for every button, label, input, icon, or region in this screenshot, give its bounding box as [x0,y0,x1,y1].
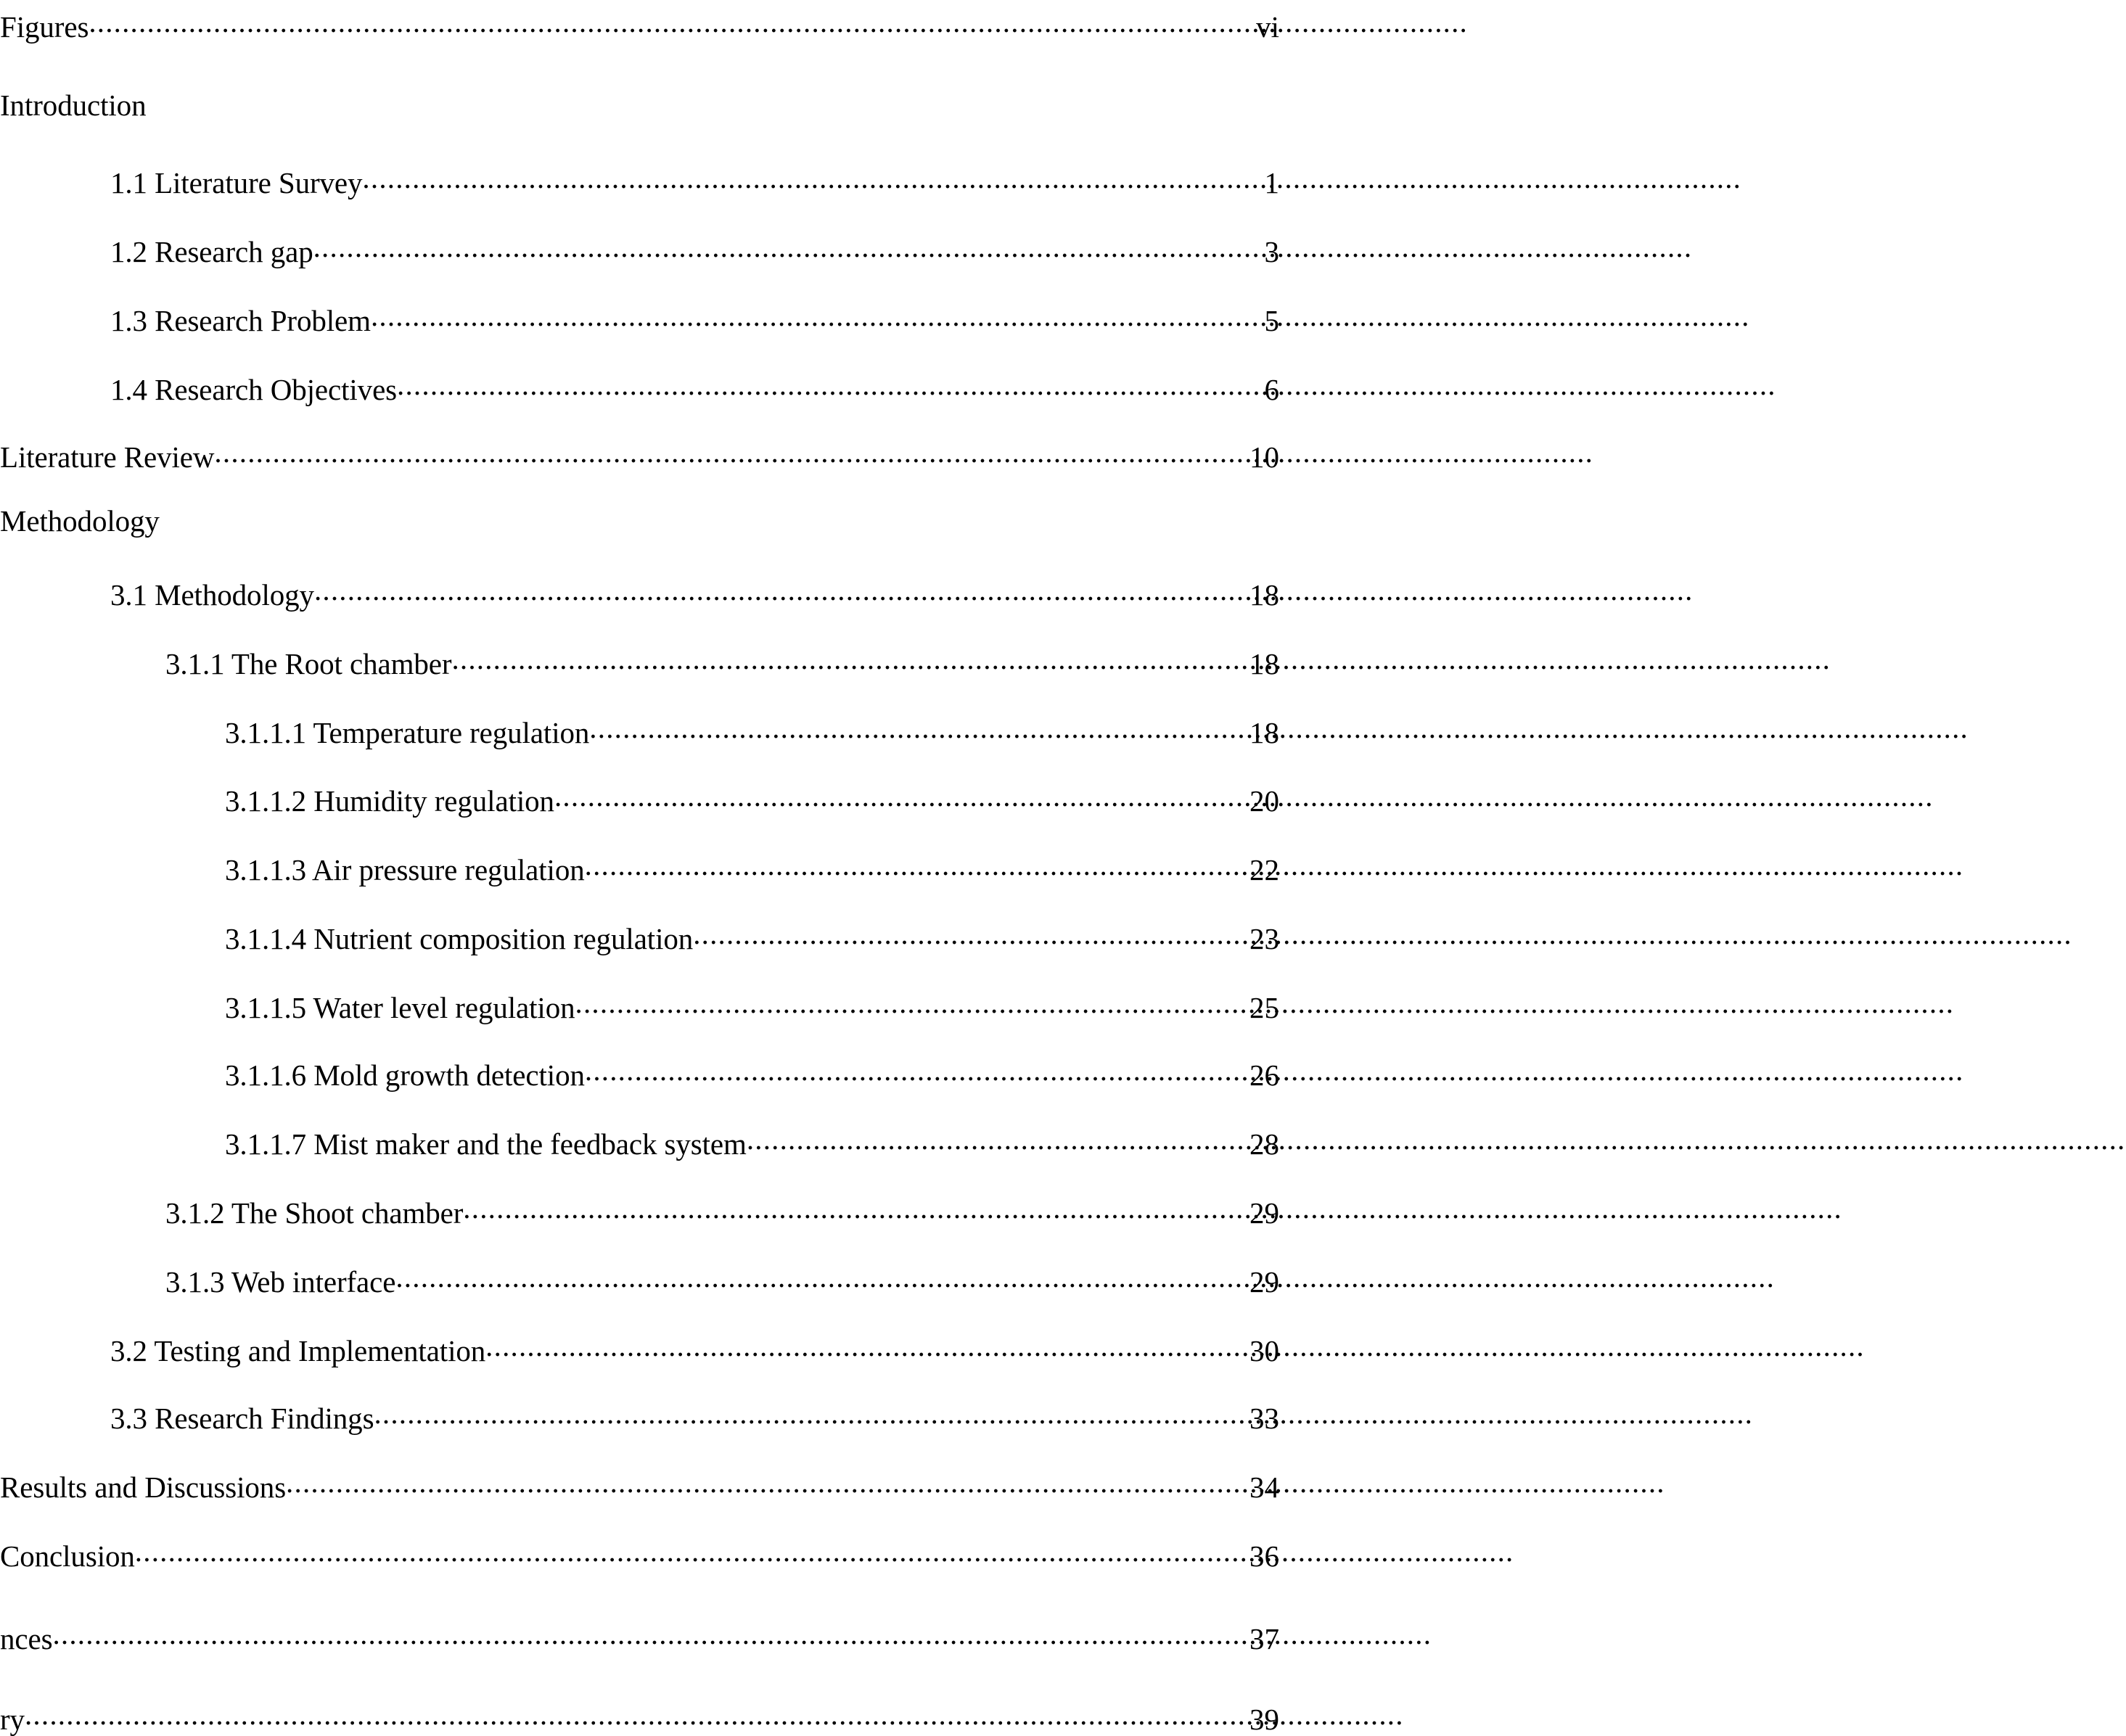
toc-page-number: 20 [1249,784,1279,818]
toc-dot-leader [135,1537,1249,1566]
toc-dot-leader [374,1399,1249,1428]
toc-entry-title: Introduction [0,89,147,122]
toc-entry[interactable] [0,506,1279,536]
toc-dot-leader [397,370,1264,400]
toc-page-number: 18 [1249,578,1279,612]
toc-entry-title: 3.1.1.1 Temperature regulation [225,716,590,749]
toc-entry[interactable] [0,1619,1279,1654]
toc-entry[interactable] [225,781,1279,816]
toc-entry-title: Literature Review [0,440,215,474]
toc-entry-title: nces [0,1622,53,1655]
toc-entry-title: 1.4 Research Objectives [110,373,398,406]
toc-dot-leader [395,1262,1249,1292]
toc-dot-leader [693,919,1249,949]
toc-page-number: 33 [1249,1402,1279,1435]
toc-dot-leader [286,1468,1249,1497]
toc-page-number: 22 [1249,853,1279,886]
toc-page-number: 29 [1249,1196,1279,1230]
toc-page-number: 18 [1249,716,1279,749]
toc-entry-title: 3.1.1.4 Nutrient composition regulation [225,922,694,955]
toc-entry-title: 3.1.1.5 Water level regulation [225,991,575,1024]
toc-entry[interactable] [165,1193,1279,1228]
toc-page-number: 39 [1249,1703,1279,1736]
toc-entry[interactable] [110,370,1279,405]
toc-entry-title: Conclusion [0,1539,135,1573]
toc-entry[interactable] [0,437,1279,472]
toc-entry[interactable] [165,1262,1279,1297]
toc-dot-leader [585,850,1249,880]
toc-dot-leader [214,437,1249,467]
toc-entry-title: 1.2 Research gap [110,235,313,268]
toc-entry-title: 3.1.1.2 Humidity regulation [225,784,554,818]
toc-dot-leader [451,644,1249,674]
toc-page-number: 1 [1264,166,1279,199]
toc-page-number: 23 [1249,922,1279,955]
toc-entry-title: ry [0,1703,25,1736]
toc-dot-leader [589,713,1249,743]
toc-page-number: 18 [1249,647,1279,680]
toc-page-number: 6 [1264,373,1279,406]
toc-entry-title: Figures [0,10,89,44]
toc-entry[interactable] [0,7,1279,42]
toc-entry-title: Methodology [0,504,160,538]
toc-entry[interactable] [110,232,1279,267]
toc-dot-leader [313,232,1265,262]
toc-dot-leader [463,1193,1249,1223]
toc-page-number: 34 [1249,1470,1279,1504]
toc-entry-title: Results and Discussions [0,1470,287,1504]
toc-entry-title: 1.1 Literature Survey [110,166,363,199]
toc-page-number: 36 [1249,1539,1279,1573]
toc-dot-leader [747,1124,1249,1154]
toc-entry-title: 1.3 Research Problem [110,304,371,337]
toc-entry-title: 3.1.3 Web interface [165,1265,396,1299]
toc-page-number: 25 [1249,991,1279,1024]
toc-dot-leader [52,1619,1249,1649]
toc-dot-leader [25,1700,1249,1729]
toc-entry[interactable] [110,1331,1279,1366]
toc-entry[interactable] [225,919,1279,954]
toc-dot-leader [485,1331,1249,1361]
toc-page-number: 28 [1249,1127,1279,1161]
toc-page-number: 10 [1249,440,1279,474]
toc-page-number: 37 [1249,1622,1279,1655]
toc-dot-leader [585,1056,1249,1085]
toc-entry[interactable] [0,91,1279,120]
toc-entry[interactable] [0,1700,1279,1735]
toc-entry[interactable] [225,1056,1279,1090]
toc-entry[interactable] [110,1399,1279,1433]
toc-dot-leader [362,163,1264,193]
toc-entry-title: 3.2 Testing and Implementation [110,1334,486,1367]
toc-entry-title: 3.3 Research Findings [110,1402,374,1435]
toc-entry[interactable] [110,301,1279,336]
toc-page-number: 3 [1264,235,1279,268]
toc-page-number: 30 [1249,1334,1279,1367]
toc-page-number: 5 [1264,304,1279,337]
toc-entry-title: 3.1.1 The Root chamber [165,647,452,680]
toc-dot-leader [314,575,1249,605]
toc-entry[interactable] [110,575,1279,610]
toc-entry[interactable] [165,644,1279,679]
toc-dot-leader [89,7,1256,37]
toc-entry-title: 3.1.1.7 Mist maker and the feedback system [225,1127,747,1161]
toc-entry[interactable] [0,1537,1279,1571]
toc-entry[interactable] [0,1468,1279,1502]
toc-entry-title: 3.1.2 The Shoot chamber [165,1196,464,1230]
toc-page-number: vi [1256,10,1279,44]
toc-entry[interactable] [110,163,1279,198]
toc-entry[interactable] [225,713,1279,748]
toc-dot-leader [371,301,1265,331]
toc-entry-title: 3.1.1.6 Mold growth detection [225,1058,585,1092]
toc-dot-leader [575,988,1249,1018]
toc-entry[interactable] [225,988,1279,1023]
toc-page-number: 26 [1249,1058,1279,1092]
toc-entry-title: 3.1.1.3 Air pressure regulation [225,853,585,886]
toc-page-number: 29 [1249,1265,1279,1299]
toc-dot-leader [554,781,1249,811]
toc-entry-title: 3.1 Methodology [110,578,314,612]
toc-entry[interactable] [225,1124,1279,1159]
toc-entry[interactable] [225,850,1279,885]
